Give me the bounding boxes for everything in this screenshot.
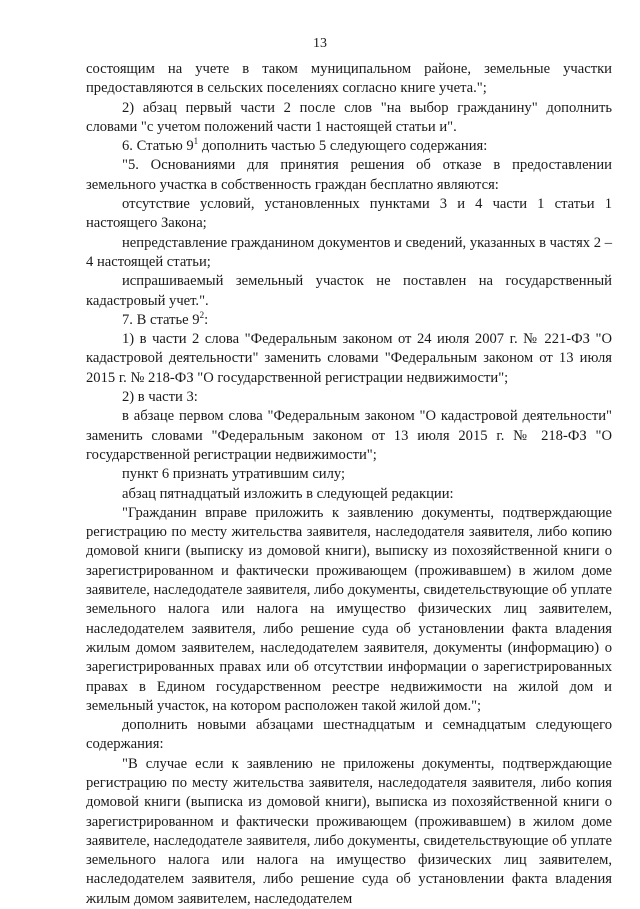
paragraph: в абзаце первом слова "Федеральным законом "О кадастровой деятельности" заменить словами "Федеральным законом от 13 июля 2015 г. № 218-ФЗ "О государственной регистрации недвижимости";: [86, 408, 612, 463]
paragraph: испрашиваемый земельный участок не поставлен на государственный кадастровый учет.".: [86, 273, 612, 309]
paragraph: [86, 311, 612, 330]
superscript: 1: [193, 136, 199, 147]
paragraph-prefix: 6. Статью 9: [122, 138, 194, 155]
paragraph-prefix: 7. В статье 9: [122, 311, 200, 328]
paragraph: непредставление гражданином документов и сведений, указанных в частях 2 – 4 настоящей статьи;: [86, 234, 612, 270]
paragraph: "Гражданин вправе приложить к заявлению документы, подтверждающие регистрацию по месту жительства заявителя, наследодателя заявителя, либо копию домовой книги (выписку из домовой книги), выписку из похозяйственной книги о зарегистрированном и фактически проживающем (проживавшем) в жилом доме заявителе, наследодателе заявителя, либо документы, свидетельствующие об уплате земельного налога или налога на имущество физических лиц заявителем, наследодателем заявителя, либо решение суда об установлении факта владения жилым домом заявителем, наследодателем заявителя, документы (информацию) о зарегистрированных правах или об отсутствии информации о зарегистрированных правах в Едином государственном реестре недвижимости на жилой дом и земельный участок, на котором расположен такой жилой дом.";: [86, 504, 612, 714]
paragraph-suffix: :: [204, 311, 209, 328]
page-number: 13: [313, 36, 327, 51]
paragraph: "В случае если к заявлению не приложены документы, подтверждающие регистрацию по месту жительства заявителя, наследодателя заявителя, либо копия домовой книги (выписка из домовой книги), выписка из похозяйственной книги о зарегистрированном и фактически проживающем (проживавшем) в жилом доме заявителе, наследодателе заявителя, либо документы, свидетельствующие об уплате земельного налога или налога на имущество физических лиц заявителем, наследодателем заявителя, либо решение суда об установлении факта владения жилым домом заявителем, наследодателем: [86, 755, 612, 907]
paragraph-suffix: дополнить частью 5 следующего содержания:: [198, 138, 488, 155]
paragraph: пункт 6 признать утратившим силу;: [122, 466, 346, 483]
paragraph: 2) в части 3:: [122, 389, 198, 406]
paragraph: 2) абзац первый части 2 после слов "на выбор гражданину" дополнить словами "с учетом положений части 1 настоящей статьи и".: [86, 99, 612, 135]
paragraph: дополнить новыми абзацами шестнадцатым и семнадцатым следующего содержания:: [86, 717, 612, 753]
superscript: 2: [199, 309, 205, 320]
paragraph: [86, 137, 612, 156]
paragraph: состоящим на учете в таком муниципальном районе, земельные участки предоставляются в сельских поселениях согласно книге учета.";: [86, 61, 612, 97]
paragraph: "5. Основаниями для принятия решения об отказе в предоставлении земельного участка в собственность граждан бесплатно являются:: [86, 157, 612, 193]
paragraph: отсутствие условий, установленных пунктами 3 и 4 части 1 статьи 1 настоящего Закона;: [86, 196, 612, 232]
paragraph: 1) в части 2 слова "Федеральным законом от 24 июля 2007 г. № 221-ФЗ "О кадастровой деятельности" заменить словами "Федеральным законом от 13 июля 2015 г. № 218-ФЗ "О государственной регистрации недвижимости";: [86, 331, 612, 386]
paragraph: абзац пятнадцатый изложить в следующей редакции:: [122, 485, 454, 502]
document-body: [86, 60, 612, 909]
